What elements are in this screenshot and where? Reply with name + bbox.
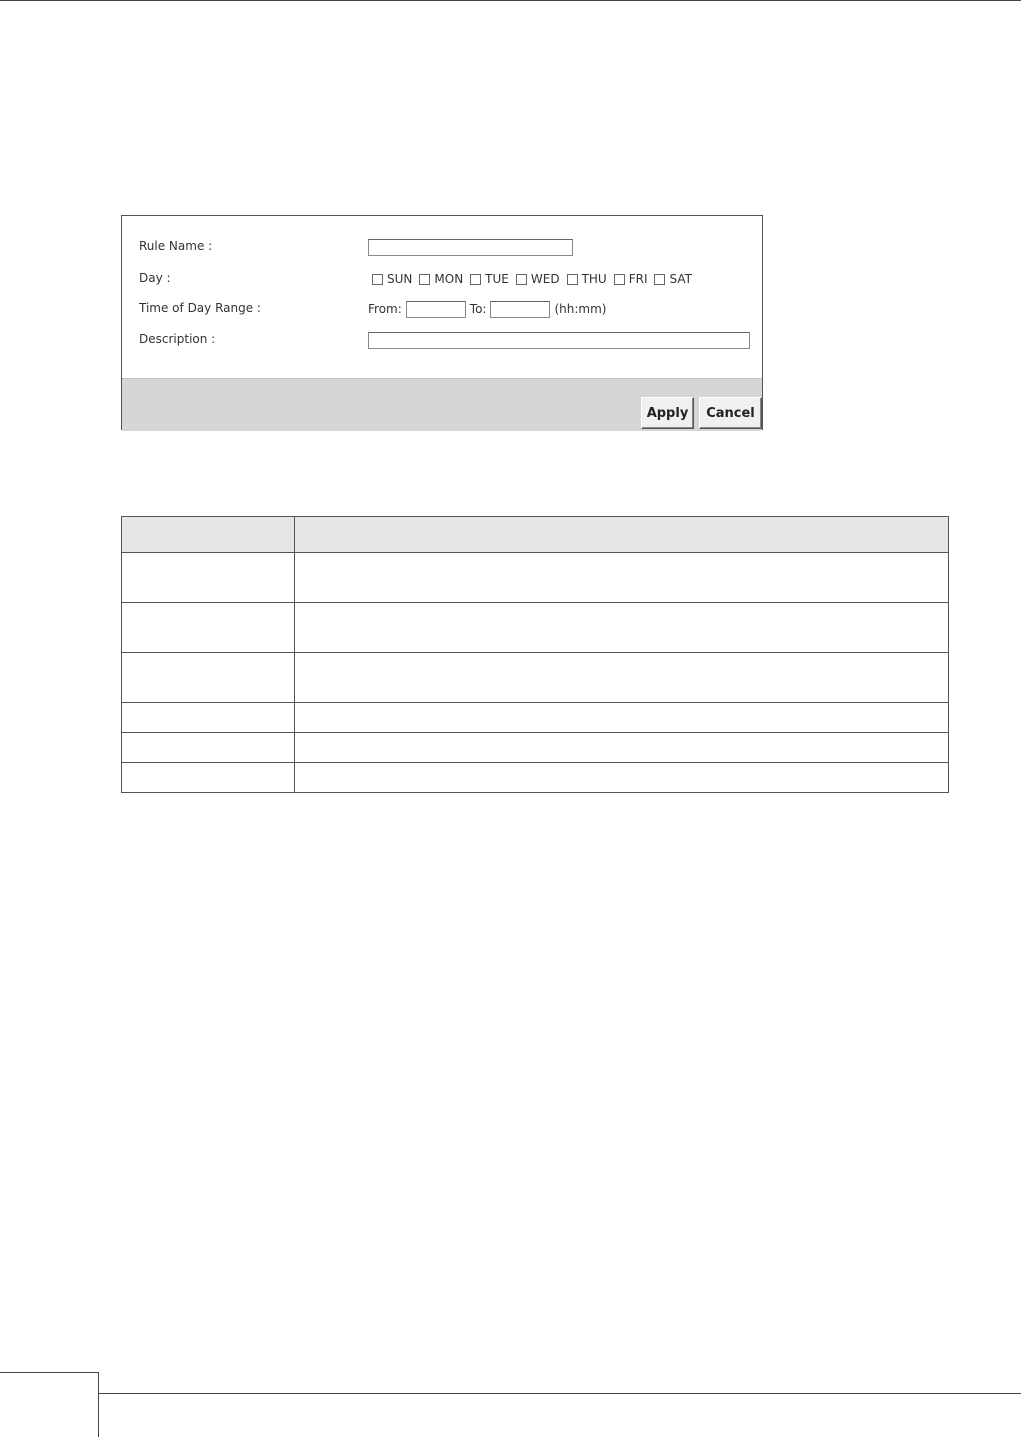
day-tue[interactable]: TUE bbox=[470, 272, 509, 286]
table-row bbox=[122, 763, 949, 793]
day-thu[interactable]: THU bbox=[567, 272, 607, 286]
tue-checkbox[interactable] bbox=[470, 274, 481, 285]
mon-checkbox[interactable] bbox=[419, 274, 430, 285]
to-label: To: bbox=[469, 302, 487, 316]
table-cell bbox=[295, 553, 949, 603]
table-cell bbox=[122, 553, 295, 603]
table-cell bbox=[295, 653, 949, 703]
table-cell bbox=[122, 763, 295, 793]
table-row bbox=[122, 733, 949, 763]
table-cell bbox=[122, 733, 295, 763]
page-number-box bbox=[0, 1372, 99, 1437]
from-time-input[interactable] bbox=[406, 301, 466, 318]
cancel-button[interactable]: Cancel bbox=[699, 397, 762, 429]
table-header-cell bbox=[295, 517, 949, 553]
table-cell bbox=[122, 603, 295, 653]
table-row bbox=[122, 653, 949, 703]
sun-checkbox[interactable] bbox=[372, 274, 383, 285]
table-row bbox=[122, 603, 949, 653]
from-label: From: bbox=[368, 302, 402, 316]
description-label: Description : bbox=[139, 332, 216, 346]
form-button-bar bbox=[122, 378, 762, 431]
day-wed[interactable]: WED bbox=[516, 272, 560, 286]
thu-checkbox[interactable] bbox=[567, 274, 578, 285]
description-row bbox=[122, 329, 762, 351]
to-time-input[interactable] bbox=[490, 301, 550, 318]
table-cell bbox=[295, 603, 949, 653]
day-mon[interactable]: MON bbox=[419, 272, 463, 286]
table-header-cell bbox=[122, 517, 295, 553]
table-header-row bbox=[122, 517, 949, 553]
rule-name-row bbox=[122, 236, 762, 258]
wed-checkbox[interactable] bbox=[516, 274, 527, 285]
table-row bbox=[122, 703, 949, 733]
table-cell bbox=[122, 703, 295, 733]
time-format-hint: (hh:mm) bbox=[554, 302, 607, 316]
table-row bbox=[122, 553, 949, 603]
fri-checkbox[interactable] bbox=[614, 274, 625, 285]
description-input[interactable] bbox=[368, 332, 750, 349]
time-range-row bbox=[122, 298, 762, 320]
day-sun[interactable]: SUN bbox=[372, 272, 412, 286]
rule-name-input[interactable] bbox=[368, 239, 573, 256]
rule-form-panel bbox=[121, 215, 763, 430]
rule-name-label: Rule Name : bbox=[139, 239, 213, 253]
day-row bbox=[122, 268, 762, 290]
table-cell bbox=[295, 703, 949, 733]
table-cell bbox=[295, 733, 949, 763]
day-fri[interactable]: FRI bbox=[614, 272, 648, 286]
day-sat[interactable]: SAT bbox=[654, 272, 691, 286]
day-label: Day : bbox=[139, 271, 171, 285]
table-cell bbox=[122, 653, 295, 703]
sat-checkbox[interactable] bbox=[654, 274, 665, 285]
footer-rule bbox=[0, 1393, 1021, 1394]
field-description-table bbox=[121, 516, 949, 793]
header-rule bbox=[0, 0, 1021, 1]
table-cell bbox=[295, 763, 949, 793]
time-range-label: Time of Day Range : bbox=[139, 301, 261, 315]
apply-button[interactable]: Apply bbox=[641, 397, 694, 429]
